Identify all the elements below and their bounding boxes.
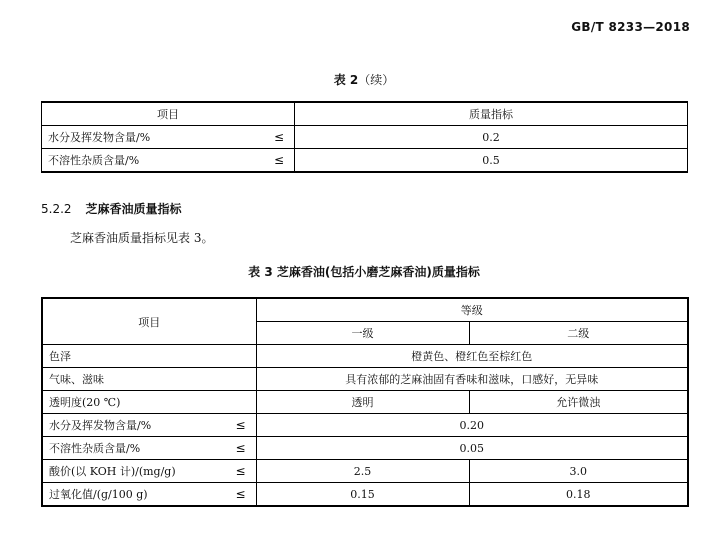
table-row xyxy=(42,368,688,391)
section-number: 5.2.2 xyxy=(41,202,72,216)
row-merged-value: 0.20 xyxy=(256,414,688,437)
table2-caption-suffix: （续） xyxy=(358,73,395,87)
less-equal-symbol: ≤ xyxy=(235,487,246,501)
row-grade1-value: 透明 xyxy=(256,391,469,414)
table-row xyxy=(42,437,688,460)
table-header-row xyxy=(42,298,688,322)
section-heading xyxy=(41,200,182,217)
table3-caption: 表 3 芝麻香油(包括小磨芝麻香油)质量指标 xyxy=(248,265,480,279)
row-grade1-value: 0.15 xyxy=(256,483,469,507)
column-header-grade2: 二级 xyxy=(469,322,688,345)
section-title: 芝麻香油质量指标 xyxy=(85,202,182,216)
row-item-cell xyxy=(42,437,256,460)
row-merged-value: 橙黄色、橙红色至棕红色 xyxy=(256,345,688,368)
row-item-label: 水分及挥发物含量/% xyxy=(49,419,152,432)
row-item-label: 过氧化值/(g/100 g) xyxy=(49,488,148,501)
row-grade2-value: 3.0 xyxy=(469,460,688,483)
less-equal-symbol: ≤ xyxy=(235,441,246,455)
row-item-cell xyxy=(42,149,295,173)
row-item-cell xyxy=(42,460,256,483)
table-row xyxy=(42,149,688,173)
table-row xyxy=(42,391,688,414)
row-merged-value: 0.05 xyxy=(256,437,688,460)
row-item-label: 水分及挥发物含量/% xyxy=(48,131,151,144)
row-item-label: 不溶性杂质含量/% xyxy=(48,154,140,167)
less-equal-symbol: ≤ xyxy=(235,418,246,432)
row-item-label: 透明度(20 ℃) xyxy=(42,391,256,414)
table-row xyxy=(42,345,688,368)
column-header-item: 项目 xyxy=(42,298,256,345)
row-item-label: 不溶性杂质含量/% xyxy=(49,442,141,455)
row-grade1-value: 2.5 xyxy=(256,460,469,483)
table2-caption xyxy=(0,71,728,88)
row-item-cell xyxy=(42,483,256,507)
less-equal-symbol: ≤ xyxy=(273,153,284,167)
row-grade2-value: 允许微浊 xyxy=(469,391,688,414)
row-item-cell xyxy=(42,414,256,437)
row-item-label: 色泽 xyxy=(42,345,256,368)
row-item-cell xyxy=(42,126,295,149)
row-item-label: 酸价(以 KOH 计)/(mg/g) xyxy=(49,465,176,478)
row-value: 0.2 xyxy=(295,126,688,149)
section-paragraph: 芝麻香油质量指标见表 3。 xyxy=(70,231,214,245)
row-item-label: 气味、滋味 xyxy=(42,368,256,391)
column-header-grade: 等级 xyxy=(256,298,688,322)
standard-code: GB/T 8233—2018 xyxy=(571,20,690,34)
column-header-grade1: 一级 xyxy=(256,322,469,345)
less-equal-symbol: ≤ xyxy=(235,464,246,478)
less-equal-symbol: ≤ xyxy=(273,130,284,144)
table-row xyxy=(42,126,688,149)
row-value: 0.5 xyxy=(295,149,688,173)
table2-caption-label: 表 2 xyxy=(333,73,359,87)
table-row xyxy=(42,414,688,437)
table-row xyxy=(42,460,688,483)
table-row xyxy=(42,483,688,507)
table2 xyxy=(41,101,688,173)
table-header-row xyxy=(42,102,688,126)
table3 xyxy=(41,297,689,507)
row-grade2-value: 0.18 xyxy=(469,483,688,507)
column-header-quality: 质量指标 xyxy=(295,102,688,126)
column-header-item: 项目 xyxy=(42,102,295,126)
row-merged-value: 具有浓郁的芝麻油固有香味和滋味，口感好，无异味 xyxy=(256,368,688,391)
